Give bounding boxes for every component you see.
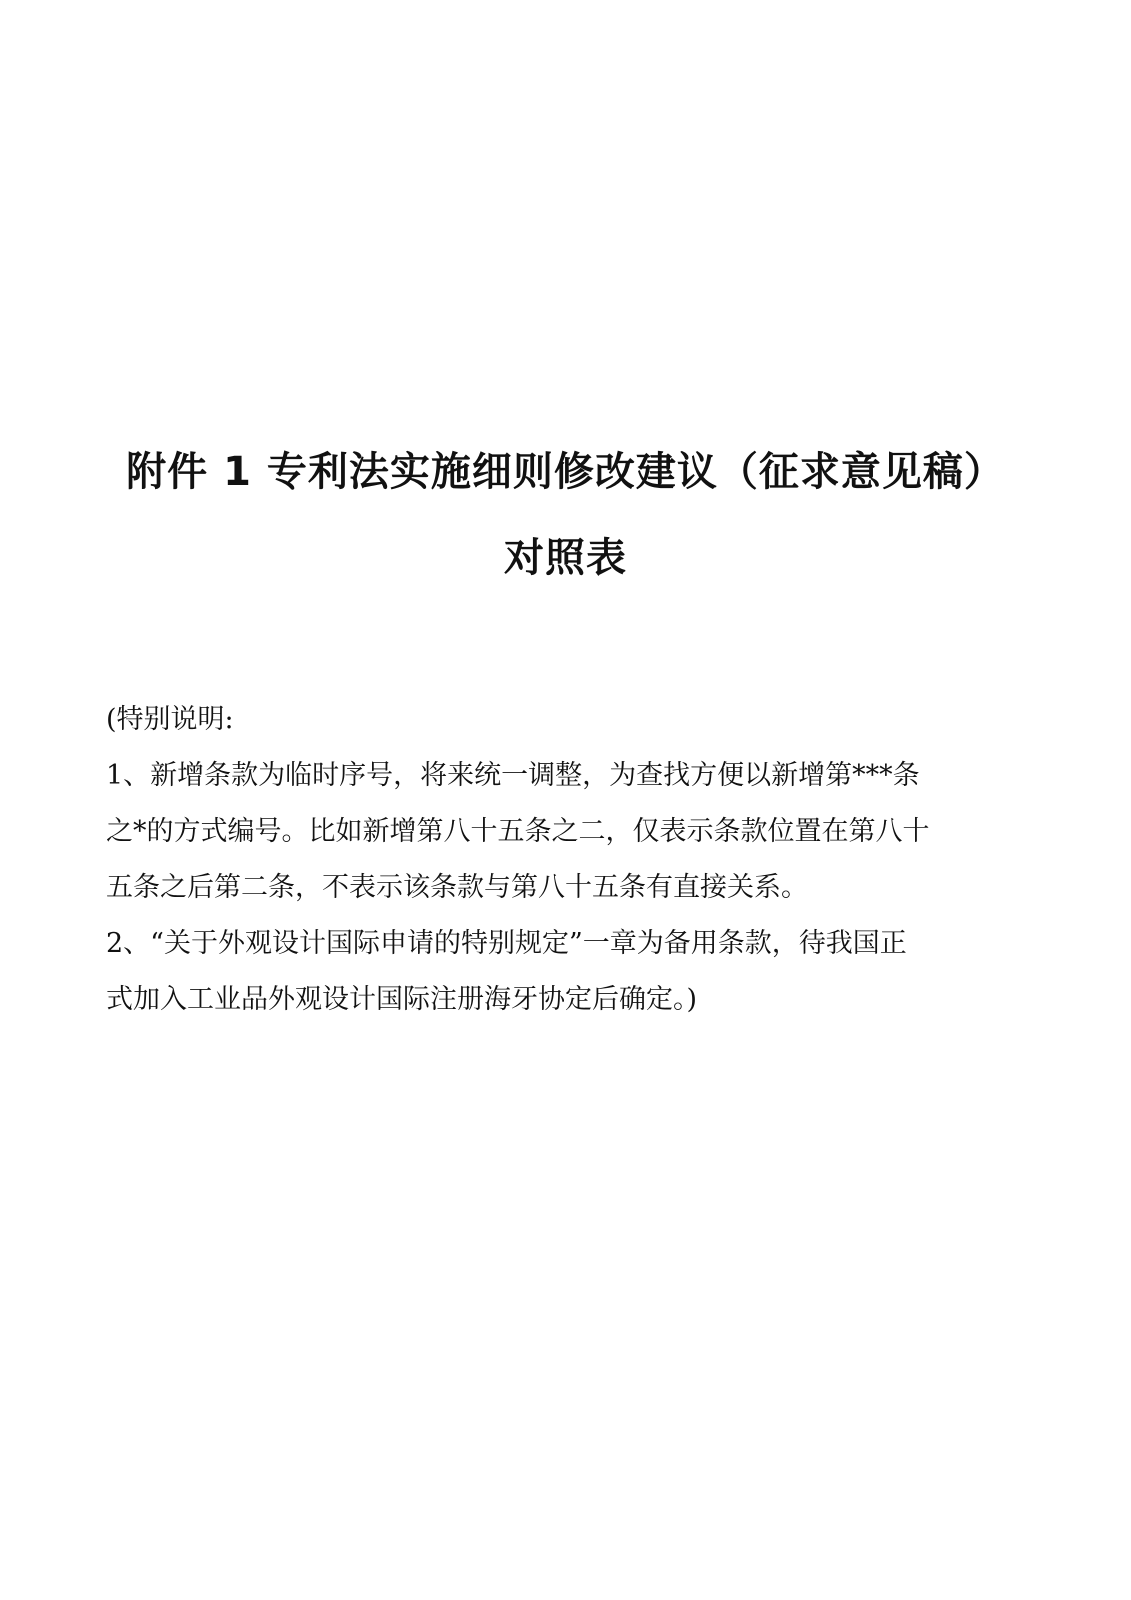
document-title-line-2: 对照表 bbox=[504, 535, 627, 581]
document-title-line-1: 附件 1 专利法实施细则修改建议（征求意见稿） bbox=[126, 449, 1005, 495]
note-item-1-line-3: 五条之后第二条，不表示该条款与第八十五条有直接关系。 bbox=[106, 872, 808, 903]
note-item-1-line-2: 之*的方式编号。比如新增第八十五条之二，仅表示条款位置在第八十 bbox=[106, 816, 930, 847]
note-item-1-line-1: 1、新增条款为临时序号，将来统一调整，为查找方便以新增第***条 bbox=[106, 760, 920, 791]
special-notes-heading: (特别说明: bbox=[106, 704, 234, 735]
note-item-2-line-1: 2、“关于外观设计国际申请的特别规定”一章为备用条款，待我国正 bbox=[106, 928, 907, 959]
note-item-2-line-2: 式加入工业品外观设计国际注册海牙协定后确定。) bbox=[106, 984, 698, 1015]
